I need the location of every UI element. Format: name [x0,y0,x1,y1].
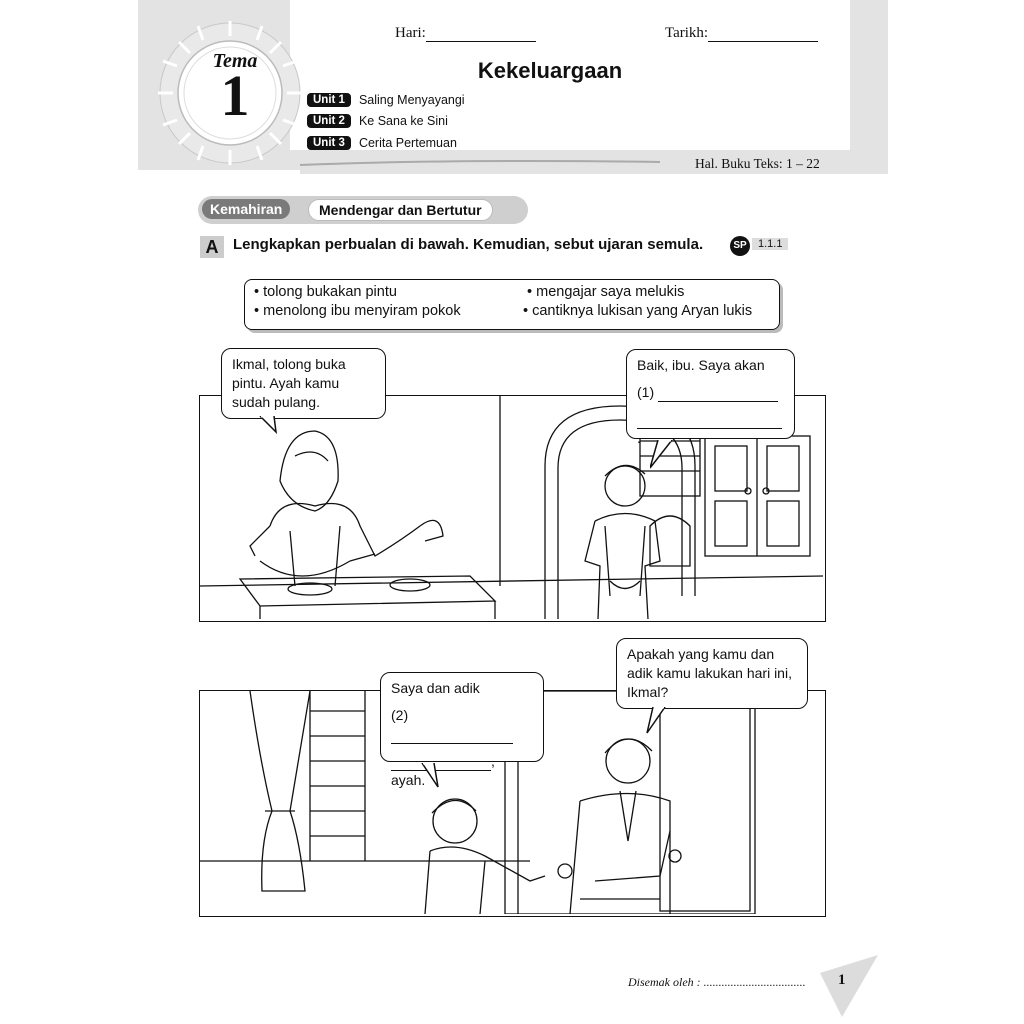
word-item: • mengajar saya melukis [527,284,685,300]
speech-bubble-boy-1 [626,349,795,446]
speech-bubble-father [616,638,808,709]
answer-number: (1) [637,384,655,400]
section-letter: A [200,236,224,258]
word-item: • cantiknya lukisan yang Aryan lukis [523,303,753,319]
word-item-text: menolong ibu menyiram pokok [263,303,461,319]
unit-tag: Unit 2 [307,114,351,128]
checked-by-field[interactable]: Disemak oleh : .................................. [628,975,806,989]
boy-speech-text: Baik, ibu. Saya akan [637,357,765,373]
unit-name: Saling Menyayangi [358,93,465,107]
hari-field[interactable] [395,25,536,42]
tema-number: 1 [220,63,250,128]
word-item: • tolong bukakan pintu [254,284,397,300]
skill-label: Kemahiran [202,199,290,219]
answer-2-row-2 [391,752,533,790]
answer-1-line-a[interactable] [658,387,778,402]
answer-2-ending: , ayah. [391,753,495,788]
page-number-tab [812,955,882,1020]
tema-label: Tema [212,50,258,72]
bubble-tail [650,440,678,470]
hari-label: Hari: [395,25,426,41]
page-title: Kekeluargaan [477,58,623,83]
word-item-text: tolong bukakan pintu [263,284,397,300]
speech-bubble-mother [221,348,386,419]
answer-1-line-b[interactable] [637,414,782,429]
father-speech-text: Apakah yang kamu dan adik kamu lakukan hari ini, Ikmal? [627,646,792,700]
unit-row-1 [307,91,465,109]
page-number: 1 [838,972,846,988]
bubble-tail [420,763,446,789]
word-item-text: cantiknya lukisan yang Aryan lukis [532,303,753,319]
hari-input-line[interactable] [426,27,536,42]
boy-2-speech-text: Saya dan adik [391,680,480,696]
textbook-page-ref: Hal. Buku Teks: 1 – 22 [695,156,820,171]
bubble-tail [258,416,282,434]
answer-1-row-2: . [637,410,784,448]
skill-value: Mendengar dan Bertutur [308,199,493,221]
unit-name: Ke Sana ke Sini [358,114,448,128]
speech-bubble-boy-2 [380,672,544,788]
answer-1-row [637,383,784,402]
sp-code: 1.1.1 [752,238,788,250]
word-item-text: mengajar saya melukis [536,284,685,300]
unit-tag: Unit 3 [307,136,351,150]
sp-badge: SP [730,236,750,256]
tarikh-input-line[interactable] [708,27,818,42]
tarikh-field[interactable] [665,25,818,42]
answer-number: (2) [391,707,409,723]
section-instruction: Lengkapkan perbualan di bawah. Kemudian, sebut ujaran semula. [233,236,704,253]
bubble-tail [645,707,671,735]
unit-name: Cerita Pertemuan [358,136,457,150]
unit-tag: Unit 1 [307,93,351,107]
answer-2-row [391,706,533,744]
answer-2-line-a[interactable] [391,729,513,744]
word-item: • menolong ibu menyiram pokok [254,303,461,319]
tarikh-label: Tarikh: [665,25,709,41]
mother-speech-text: Ikmal, tolong buka pintu. Ayah kamu sudah pulang. [232,356,346,410]
